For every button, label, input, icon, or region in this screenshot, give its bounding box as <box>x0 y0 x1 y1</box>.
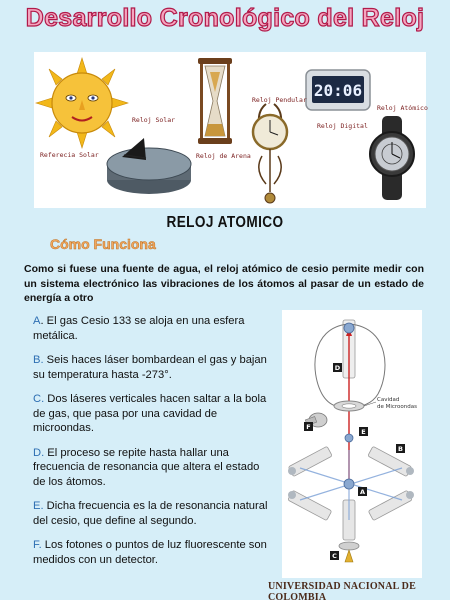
step-text: Los fotones o puntos de luz fluorescente son medidos con un detector. <box>33 539 267 566</box>
step-letter: B. <box>33 354 44 366</box>
cavity-label-line-1: Cavidad <box>377 397 400 403</box>
marker-e: E <box>361 428 366 436</box>
steps-list <box>33 314 268 577</box>
cavity-label-line-2: de Microondas <box>377 404 418 410</box>
hourglass-icon <box>198 58 232 144</box>
marker-a: A <box>359 488 366 496</box>
step-letter: F. <box>33 539 42 551</box>
label-sundial: Reloj Solar <box>132 116 176 124</box>
step-letter: A <box>33 315 41 327</box>
marker-d: D <box>334 364 341 372</box>
step-c <box>33 392 268 436</box>
sundial-icon <box>107 138 191 194</box>
step-text: El proceso se repite hasta hallar una frecuencia de resonancia que altera el estado de los átomos. <box>33 446 260 488</box>
wristwatch-icon <box>370 116 414 200</box>
pendulum-clock-icon <box>253 104 287 203</box>
step-letter: E. <box>33 500 44 512</box>
label-digital: Reloj Digital <box>317 122 368 130</box>
step-d <box>33 446 268 490</box>
marker-b: B <box>398 445 403 453</box>
label-atomic: Reloj Atómico <box>377 104 428 112</box>
digital-clock-icon <box>306 70 370 110</box>
section-subheading: Cómo Funciona <box>50 236 156 252</box>
step-letter: D. <box>33 446 45 459</box>
step-letter: C. <box>33 393 45 405</box>
step-b <box>33 353 268 382</box>
step-a <box>33 314 268 343</box>
marker-f: F <box>306 423 311 431</box>
label-hourglass: Reloj de Arena <box>196 152 251 160</box>
label-pendulum: Reloj Pendular <box>252 96 307 104</box>
clock-history-banner <box>34 52 426 208</box>
section-heading: RELOJ ATOMICO <box>166 214 284 231</box>
step-e <box>33 499 268 528</box>
page-title: Desarrollo Cronológico del Reloj <box>25 4 425 32</box>
step-text: Seis haces láser bombardean el gas y bajan su temperatura hasta -273°. <box>33 354 267 381</box>
marker-c: C <box>332 552 337 560</box>
step-text: Dicha frecuencia es la de resonancia natural del cesio, que define al segundo. <box>33 500 268 527</box>
step-text: . El gas Cesio 133 se aloja en una esfera metálica. <box>33 315 245 342</box>
digital-clock-time: 20:06 <box>313 81 363 100</box>
footer-institution: UNIVERSIDAD NACIONAL DE COLOMBIA <box>268 581 416 600</box>
label-solar-reference: Referecia Solar <box>40 151 99 159</box>
intro-paragraph: Como si fuese una fuente de agua, el reloj atómico de cesio permite medir con un sistema electrónico las vibraciones de los átomos al pasar de un estado de energía a otro <box>24 263 424 304</box>
step-f <box>33 538 268 567</box>
step-text: Dos láseres verticales hacen saltar a la bola de gas, que pasa por una cavidad de microondas. <box>33 393 267 434</box>
diagram-illustration <box>282 310 422 578</box>
sun-face-icon <box>36 58 128 148</box>
atomic-clock-diagram <box>282 310 422 578</box>
banner-illustration <box>34 52 426 208</box>
